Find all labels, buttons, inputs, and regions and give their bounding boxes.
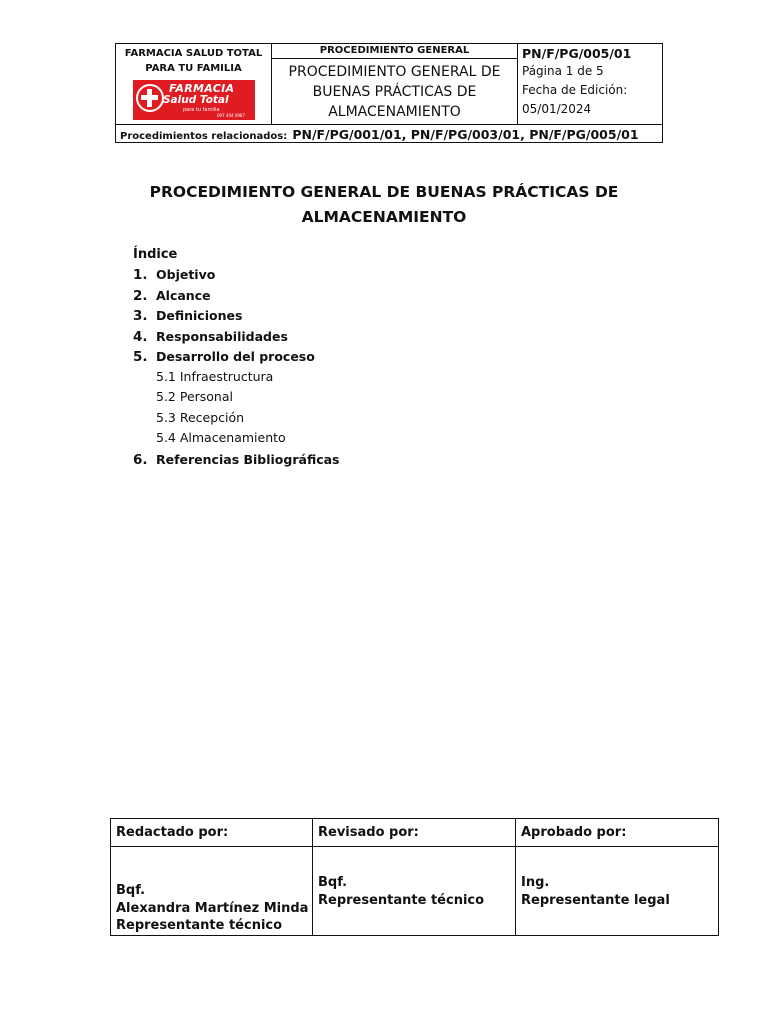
related-procedures-label: Procedimientos relacionados: <box>120 131 288 142</box>
drafted-by-header: Redactado por: <box>116 825 229 840</box>
related-procedures-row <box>116 125 666 142</box>
toc-item <box>133 264 340 285</box>
edition-label: Fecha de Edición: <box>522 83 628 97</box>
document-header-table <box>115 43 663 143</box>
reviewed-by-header: Revisado por: <box>318 825 419 840</box>
header-big-title-line3: ALMACENAMIENTO <box>328 104 461 120</box>
company-name <box>116 44 271 76</box>
approved-by-column <box>516 819 719 935</box>
header-meta-cell <box>518 44 662 124</box>
page-title <box>120 180 648 230</box>
logo-brand-line2: Salud Total <box>163 94 229 106</box>
header-big-title <box>272 59 517 122</box>
signature-table <box>110 818 719 936</box>
reviewed-by-title: Bqf. <box>318 875 348 890</box>
page-title-line1: PROCEDIMIENTO GENERAL DE BUENAS PRÁCTICAS DE <box>149 183 619 201</box>
approved-by-title: Ing. <box>521 875 550 890</box>
toc-item-number: 1. <box>133 267 148 283</box>
header-main-row <box>116 44 662 125</box>
reviewed-by-column <box>313 819 516 935</box>
pharmacy-logo <box>133 80 255 120</box>
company-name-line2: PARA TU FAMILIA <box>145 63 242 74</box>
page-number: Página 1 de 5 <box>522 64 604 78</box>
toc-item-number: 5. <box>133 349 148 365</box>
header-big-title-line1: PROCEDIMIENTO GENERAL DE <box>288 64 501 80</box>
toc-item-number: 2. <box>133 287 148 304</box>
toc-subitem: 5.3 Recepción <box>156 409 245 425</box>
toc-item-label: Responsabilidades <box>156 328 288 344</box>
doc-code: PN/F/PG/005/01 <box>522 46 632 61</box>
toc-subitem: 5.2 Personal <box>156 389 233 404</box>
header-big-title-line2: BUENAS PRÁCTICAS DE <box>312 84 477 100</box>
company-name-line1: FARMACIA SALUD TOTAL <box>124 48 263 59</box>
related-procedures-codes: PN/F/PG/001/01, PN/F/PG/003/01, PN/F/PG/005/01 <box>292 127 639 142</box>
toc-subitem: 5.1 Infraestructura <box>156 368 274 384</box>
drafted-by-role: Representante técnico <box>116 918 283 933</box>
toc-subitem: 5.4 Almacenamiento <box>156 430 286 445</box>
toc-item <box>133 326 340 347</box>
toc-item-label: Referencias Bibliográficas <box>156 451 340 467</box>
logo-tagline: para tu familia <box>183 107 220 113</box>
toc-heading: Índice <box>133 247 178 262</box>
header-title-cell <box>272 44 518 124</box>
toc-item <box>133 346 340 367</box>
drafted-by-title: Bqf. <box>116 883 146 898</box>
table-of-contents <box>133 246 340 469</box>
drafted-by-name: Alexandra Martínez Minda <box>116 900 309 916</box>
header-small-title: PROCEDIMIENTO GENERAL <box>272 44 517 59</box>
drafted-by-body <box>116 882 308 935</box>
toc-item-label: Desarrollo del proceso <box>156 349 315 364</box>
reviewed-by-body <box>318 874 484 909</box>
page-title-line2: ALMACENAMIENTO <box>301 208 467 226</box>
header-company-cell <box>116 44 272 124</box>
toc-item-label: Alcance <box>156 287 211 303</box>
toc-item <box>133 285 340 306</box>
drafted-by-column <box>111 819 313 935</box>
toc-item-number: 4. <box>133 328 148 345</box>
logo-phone: 097 404 0987 <box>217 113 245 118</box>
toc-item <box>133 449 340 470</box>
toc-item-number: 3. <box>133 308 148 324</box>
toc-item <box>133 305 340 326</box>
approved-by-role: Representante legal <box>521 892 670 908</box>
edition-date: 05/01/2024 <box>522 102 592 116</box>
reviewed-by-role: Representante técnico <box>318 892 485 908</box>
toc-item-label: Objetivo <box>156 267 216 282</box>
approved-by-body <box>521 874 670 909</box>
toc-item-label: Definiciones <box>156 308 243 323</box>
toc-item-number: 6. <box>133 451 148 468</box>
logo-brand-line1: FARMACIA <box>169 82 235 95</box>
approved-by-header: Aprobado por: <box>521 825 627 840</box>
